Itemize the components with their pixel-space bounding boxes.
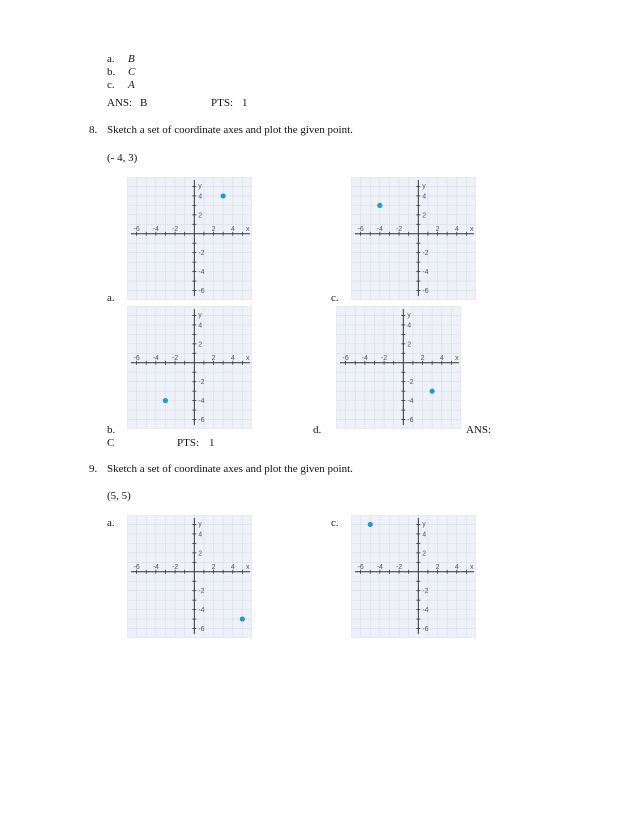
graph-q8b [127,306,252,429]
y-tick-label: -6 [198,626,205,634]
q9-point: (5, 5) [107,490,131,502]
y-tick-label: 4 [407,322,412,330]
graph-q8c [351,177,476,300]
q8-ans-value: C [107,437,115,449]
x-tick-label: 4 [230,354,235,362]
option-c-value: A [128,79,135,91]
x-tick-label: -2 [171,563,179,571]
y-axis-label: y [198,183,202,190]
graph-q8d [336,306,461,429]
y-tick-label: -4 [198,398,205,406]
q8-ans-label: ANS: [466,424,492,436]
y-axis-label: y [198,312,202,319]
x-tick-label: 4 [454,225,459,233]
x-tick-label: 4 [439,354,444,362]
x-tick-label: -4 [152,563,159,571]
x-tick-label: -6 [357,563,364,571]
x-tick-label: -4 [152,354,159,362]
y-tick-label: -2 [422,250,429,258]
q8-prompt: Sketch a set of coordinate axes and plot the given point. [107,124,353,136]
y-tick-label: 2 [422,212,427,220]
x-axis-label: x [246,225,250,233]
y-tick-label: 4 [422,193,427,201]
q8-choice-c: c. [331,292,339,304]
prev-pts-value: 1 [242,97,248,109]
x-tick-label: -4 [376,225,383,233]
x-axis-label: x [246,563,250,571]
x-tick-label: -6 [133,225,140,233]
x-tick-label: -6 [357,225,364,233]
y-tick-label: 4 [198,193,203,201]
y-tick-label: -4 [198,269,205,277]
y-axis-label: y [422,183,426,190]
y-tick-label: -6 [198,417,205,425]
data-point [240,616,245,621]
y-tick-label: -6 [407,417,414,425]
x-tick-label: -4 [376,563,383,571]
q9-number: 9. [89,463,98,475]
y-tick-label: -2 [407,379,414,387]
y-tick-label: 2 [422,550,427,558]
y-tick-label: 2 [407,341,412,349]
x-tick-label: 2 [435,225,440,233]
y-tick-label: 4 [198,322,203,330]
graph-q9a [127,515,252,638]
y-tick-label: -4 [422,269,429,277]
q8-pts-label: PTS: [177,437,200,449]
x-tick-label: -4 [361,354,368,362]
y-tick-label: 4 [198,531,203,539]
option-c-letter: c. [107,79,115,91]
x-tick-label: 2 [211,225,216,233]
graph-q9c [351,515,476,638]
x-axis-label: x [470,563,474,571]
q9-choice-c: c. [331,517,339,529]
data-point [221,193,226,198]
prev-ans-label: ANS: [107,97,133,109]
option-b-value: C [128,66,136,78]
x-axis-label: x [246,354,250,362]
y-tick-label: -6 [198,288,205,296]
y-tick-label: -2 [198,250,205,258]
y-axis-label: y [422,521,426,528]
x-tick-label: 4 [454,563,459,571]
prev-pts-label: PTS: [211,97,234,109]
data-point [368,522,373,527]
q8-point: (- 4, 3) [107,152,138,164]
data-point [430,389,435,394]
x-tick-label: 2 [435,563,440,571]
x-axis-label: x [455,354,459,362]
x-tick-label: -2 [171,354,179,362]
q8-choice-b: b. [107,424,116,436]
x-tick-label: -6 [133,563,140,571]
data-point [163,398,168,403]
x-tick-label: 2 [211,563,216,571]
y-tick-label: 2 [198,550,203,558]
y-tick-label: -4 [198,607,205,615]
y-tick-label: 4 [422,531,427,539]
q8-number: 8. [89,124,98,136]
x-tick-label: -6 [133,354,140,362]
option-a-letter: a. [107,53,115,65]
graph-q8a [127,177,252,300]
x-tick-label: -2 [395,225,403,233]
x-tick-label: -2 [171,225,179,233]
q9-choice-a: a. [107,517,115,529]
q8-pts-value: 1 [209,437,215,449]
x-tick-label: 2 [420,354,425,362]
q8-choice-a: a. [107,292,115,304]
y-tick-label: -2 [422,588,429,596]
x-tick-label: 4 [230,225,235,233]
y-axis-label: y [407,312,411,319]
x-tick-label: -4 [152,225,159,233]
q8-choice-d: d. [313,424,322,436]
option-a-value: B [128,53,135,65]
y-tick-label: -4 [422,607,429,615]
y-tick-label: -6 [422,626,429,634]
x-tick-label: -2 [380,354,388,362]
x-axis-label: x [470,225,474,233]
prev-ans-value: B [140,97,148,109]
data-point [377,203,382,208]
x-tick-label: -6 [342,354,349,362]
y-tick-label: -2 [198,588,205,596]
y-tick-label: 2 [198,341,203,349]
option-b-letter: b. [107,66,116,78]
x-tick-label: 4 [230,563,235,571]
y-tick-label: -4 [407,398,414,406]
x-tick-label: -2 [395,563,403,571]
y-axis-label: y [198,521,202,528]
y-tick-label: -2 [198,379,205,387]
y-tick-label: -6 [422,288,429,296]
x-tick-label: 2 [211,354,216,362]
q9-prompt: Sketch a set of coordinate axes and plot the given point. [107,463,353,475]
y-tick-label: 2 [198,212,203,220]
